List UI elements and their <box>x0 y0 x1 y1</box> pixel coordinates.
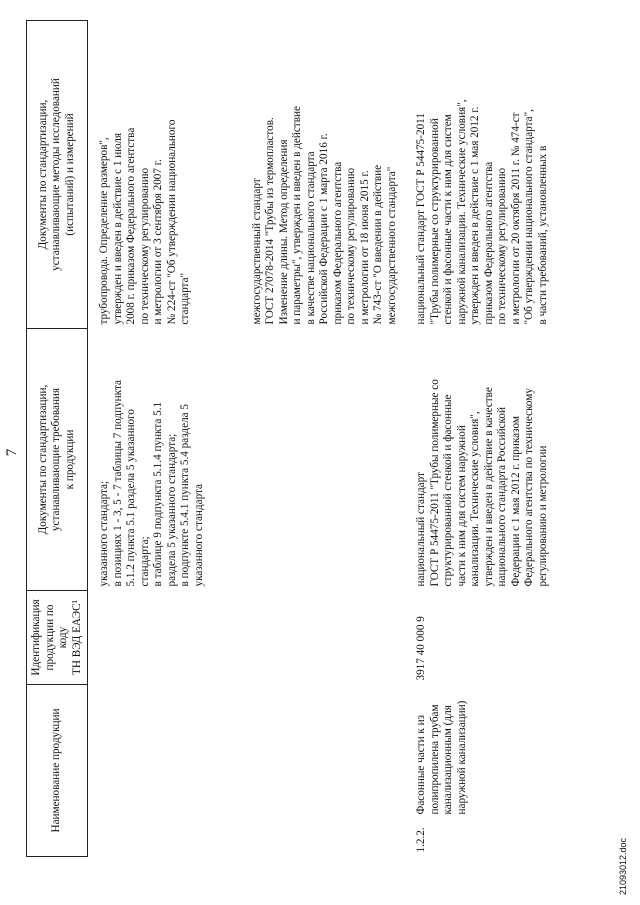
table-row <box>401 21 552 857</box>
standards-table <box>26 20 552 857</box>
requirement-docs-cell: указанного стандарта; в позициях 1 - 3, 5 - 7 таблицы 7 подпункта 5.1.2 пункта 5.1 раздела 5 указанного стандарта; в таблице 9 подпункта 5.1.4 пункта 5.1 раздела 5 указанного стандарта; в подпункте 5.4.1 пункта 5.4 раздела 5 указанного стандарта <box>98 380 205 587</box>
method-docs-paragraph: межгосударственный стандарт ГОСТ 27078-2014 "Трубы из термопластов. Изменение длины. Метод определения и параметры", утвержден и введен в действие в качестве национального стандарта Российской Федерации с 1 марта 2016 г. приказом Федерального агентства по техническому регулированию и метрологии от 18 июня 2015 г. № 743-ст "О введении в действие межгосударственного стандарта" <box>250 106 398 325</box>
product-name-cell <box>88 685 402 819</box>
method-docs-cell <box>401 21 552 329</box>
row-number <box>88 819 402 857</box>
header-tn-ved-code: Идентификация продукции по коду ТН ВЭД ЕАЭС¹ <box>27 591 88 685</box>
code-cell <box>88 591 402 685</box>
header-product-name: Наименование продукции <box>27 685 88 857</box>
product-name-cell: Фасонные части к из полипропилена трубам канализационным (для наружной канализации) <box>415 700 468 815</box>
method-docs-paragraph: национальный стандарт ГОСТ Р 54475-2011 "Трубы полимерные со структурированной стенкой и фасонные части к ним для систем наружной канализации. Технические условия", утвержден и введен в действие с 1 мая 2012 г. приказом Федерального агентства по техническому регулированию и метрологии от 20 октября 2011 г. № 474-ст "Об утверждении национального стандарта", в части требований, установленных в <box>415 99 549 325</box>
row-number: 1.2.2. <box>415 827 427 853</box>
header-requirement-docs: Документы по стандартизации, устанавливающие требования к продукции <box>27 329 88 591</box>
page-number: 7 <box>4 448 20 457</box>
method-docs-paragraph: трубопровода. Определение размеров", утвержден и введен в действие с 1 июля 2008 г. приказом Федерального агентства по техническому регулированию и метрологии от 3 сентября 2007 г. № 224-ст "Об утверждении национального стандарта" <box>98 119 191 325</box>
table-header-row <box>27 21 88 857</box>
requirement-docs-cell: национальный стандарт ГОСТ Р 54475-2011 "Трубы полимерные со структурированной стенкой и фасонные части к ним для систем наружной канализации. Технические условия", утвержден и введен в действие в качестве национального стандарта Российской Федерации с 1 мая 2012 г. приказом Федерального агентства по техническому регулированию и метрологии <box>415 379 549 587</box>
code-cell: 3917 40 000 9 <box>415 616 427 681</box>
file-name-footer: 21093012.doc <box>618 837 628 895</box>
method-docs-cell <box>88 21 402 329</box>
header-method-docs: Документы по стандартизации, устанавливающие методы исследований (испытаний) и измерений <box>27 21 88 329</box>
table-row <box>88 21 402 857</box>
